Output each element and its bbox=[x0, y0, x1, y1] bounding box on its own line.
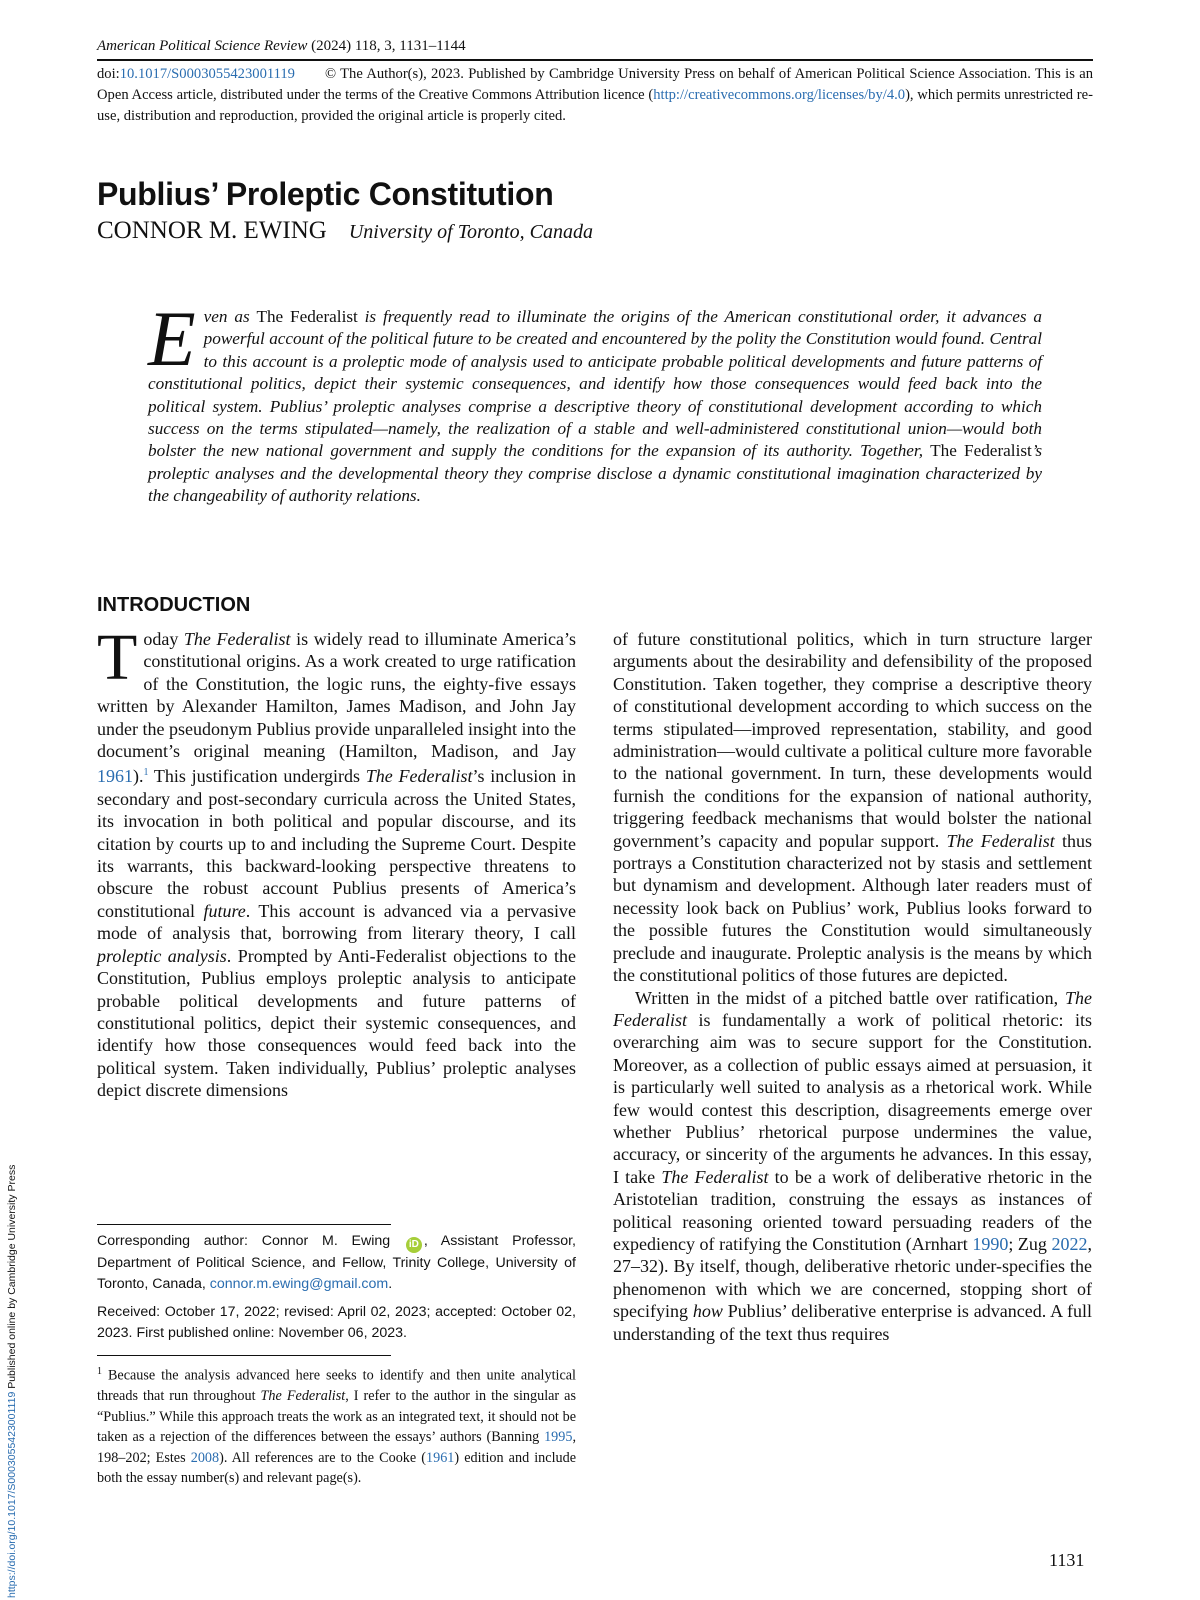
citation-link[interactable]: 2008 bbox=[190, 1449, 220, 1466]
byline bbox=[97, 217, 593, 245]
received-dates: Received: October 17, 2022; revised: April 02, 2023; accepted: October 02, 2023. First published online: November 06, 2023. bbox=[97, 1304, 576, 1341]
citation-link[interactable]: 1990 bbox=[972, 1233, 1009, 1254]
body-text: is widely read to illuminate America’s constitutional origins. As a work created to urge ratification of the Constitution, the logic runs, the eighty-five essays written by Alexander Hamilton, James Madison, and John Jay under the pseudonym Publius provide unparalleled insight into the document’s original meaning (Hamilton, Madison, and Jay bbox=[97, 629, 576, 762]
body-paragraph bbox=[613, 987, 1092, 1346]
author-name: CONNOR M. EWING bbox=[97, 217, 327, 244]
body-text: Written in the midst of a pitched battle over ratification, bbox=[635, 987, 1065, 1008]
author-affiliation: University of Toronto, Canada bbox=[348, 221, 593, 243]
footnote-area bbox=[97, 1224, 576, 1489]
work-title: The Federalist bbox=[183, 629, 291, 649]
work-title: The Federalist bbox=[661, 1166, 769, 1187]
work-title: The Federalist bbox=[365, 766, 473, 787]
abstract-text: is frequently read to illuminate the origins of the American constitutional order, it advances a powerful account of the political future to be created and encountered by the polity the Constitution would found. Central to this account is a proleptic mode of analysis used to anticipate probable political developments and future patterns of constitutional politics, depict their systemic consequences, and identify how those consequences would feed back into the political system. Publius’ proleptic analyses comprise a descriptive theory of constitutional development according to which success on the terms stipulated—namely, the realization of a stable and well-administered constitutional union—would both bolster the new national government and supply the conditions for the expansion of its authority. Together, bbox=[148, 307, 1042, 461]
body-text: of future constitutional politics, which in turn structure larger arguments about the desirability and defensibility of the proposed Constitution. Taken together, they comprise a descriptive theory of constitutional development according to which success on the terms stipulated—improved representation, stability, and good administration—would cultivate a political culture more favorable to the national government. In turn, these developments would furnish the conditions for the expansion of national authority, triggering feedback mechanisms that would bolster the national government’s capacity and popular support. bbox=[613, 629, 1092, 851]
orcid-icon[interactable]: iD bbox=[406, 1237, 422, 1253]
doi-label: doi: bbox=[97, 66, 120, 82]
work-title: The Federalist bbox=[613, 987, 1092, 1030]
footnote-text: Because the analysis advanced here seeks to identify and then unite analytical threads that run throughout bbox=[97, 1367, 576, 1405]
email-link[interactable]: connor.m.ewing@gmail.com bbox=[209, 1275, 389, 1292]
body-text: ). bbox=[133, 766, 144, 787]
sidebar-doi-link[interactable]: https://doi.org/10.1017/S0003055423001119 bbox=[6, 1391, 18, 1598]
corresponding-author bbox=[97, 1231, 576, 1294]
body-text: ; Zug bbox=[1008, 1233, 1052, 1254]
doi-link[interactable]: 10.1017/S0003055423001119 bbox=[119, 66, 295, 82]
journal-meta: (2024) 118, 3, 1131–1144 bbox=[307, 38, 466, 54]
footnote-ref[interactable]: 1 bbox=[143, 767, 149, 779]
corr-text: Corresponding author: Connor M. Ewing bbox=[97, 1233, 391, 1249]
journal-header bbox=[97, 38, 1093, 61]
footnote-text: ). All references are to the Cooke ( bbox=[219, 1449, 427, 1466]
footnote-divider bbox=[97, 1355, 391, 1356]
work-title: The Federalist bbox=[260, 1388, 346, 1405]
body-paragraph bbox=[97, 621, 576, 1102]
body-text: Publius’ deliberative enterprise is advanced. A full understanding of the text thus requires bbox=[613, 1301, 1092, 1344]
footnote-text: , 198–202; Estes bbox=[97, 1429, 576, 1466]
body-text: , 27–32). By itself, though, deliberative rhetoric under-specifies the phenomenon with which we are concerned, stopping short of specifying bbox=[613, 1233, 1092, 1322]
citation-link[interactable]: 2022 bbox=[1051, 1233, 1088, 1254]
body-text: . Prompted by Anti-Federalist objections to the Constitution, Publius employs proleptic analysis to anticipate probable political developments and future patterns of constitutional politics, depict their systemic consequences, and identify how those consequences would feed back into the political system. Taken individually, Publius’ proleptic analyses depict discrete dimensions bbox=[97, 945, 576, 1101]
body-text: is fundamentally a work of political rhetoric: its overarching aim was to secure support for the Constitution. Moreover, as a collection of public essays aimed at persuasion, it is particularly well suited to analysis as a rhetorical work. While few would contest this description, disagreements emerge over whether Publius’ rhetorical purpose undermines the value, accuracy, or sincerity of the arguments he advances. In this essay, I take bbox=[613, 1009, 1092, 1187]
article-title: Publius’ Proleptic Constitution bbox=[97, 176, 554, 212]
footnote-text: ) edition and include both the essay number(s) and relevant page(s). bbox=[97, 1449, 577, 1487]
body-text: . This account is advanced via a pervasive mode of analysis that, borrowing from literary theory, I call bbox=[97, 900, 576, 944]
license-statement bbox=[97, 64, 1093, 127]
sidebar-text: Published online by Cambridge University Press bbox=[6, 1164, 18, 1392]
section-heading: INTRODUCTION bbox=[97, 594, 251, 616]
abstract bbox=[148, 295, 1043, 508]
sidebar-doi bbox=[6, 1165, 18, 1598]
emphasis: future bbox=[203, 900, 246, 921]
emphasis: how bbox=[692, 1301, 723, 1322]
body-text: to be a work of deliberative rhetoric in the Aristotelian tradition, construing the essays as instances of political reasoning oriented toward persuading readers of the expediency of ratifying the Constitution (Arnhart bbox=[613, 1166, 1092, 1254]
footnote-1 bbox=[97, 1362, 576, 1489]
body-text: thus portrays a Constitution characterized not by stasis and settlement but dynamism and development. Although later readers must of necessity look back on Publius’ work, Publius looks forward to the possible futures the Constitution would simultaneously preclude and inaugurate. Proleptic analysis is the means by which the constitutional politics of those futures are depicted. bbox=[613, 830, 1092, 986]
license-link[interactable]: http://creativecommons.org/licenses/by/4.0 bbox=[653, 87, 906, 103]
footnote-number: 1 bbox=[97, 1366, 102, 1377]
abstract-work-title: The Federalist bbox=[256, 307, 358, 326]
footnote-text: , I refer to the author in the singular as “Publius.” While this approach treats the work as an integrated text, it should not be taken as a rejection of the differences between the essays’ authors (Banning bbox=[97, 1388, 577, 1446]
body-paragraph bbox=[613, 628, 1092, 987]
journal-name: American Political Science Review bbox=[97, 38, 308, 54]
citation-link[interactable]: 1961 bbox=[426, 1449, 455, 1466]
abstract-dropcap: E bbox=[148, 295, 196, 382]
emphasis: proleptic analysis bbox=[97, 945, 227, 966]
corr-text: , Assistant Professor, Department of Political Science, and Fellow, Trinity College, University of Toronto, Canada, bbox=[97, 1233, 576, 1292]
license-text: © The Author(s), 2023. Published by Cambridge University Press on behalf of American Political Science Association. This is an Open Access article, distributed under the terms of the Creative Commons Attribution licence ( bbox=[97, 66, 1093, 103]
footnote-divider bbox=[97, 1224, 391, 1225]
body-text: ’s inclusion in secondary and post-secondary curricula across the United States, its invocation in both political and popular discourse, and its citation by courts up to and including the Supreme Court. Despite its warrants, this backward-looking perspective threatens to obscure the robust account Publius presents of America’s constitutional bbox=[97, 766, 576, 921]
abstract-text: ven as bbox=[203, 307, 257, 326]
body-text: oday bbox=[143, 629, 184, 649]
abstract-text: ’s proleptic analyses and the developmental theory they comprise disclose a dynamic constitutional imagination characterized by the changeability of authority relations. bbox=[148, 441, 1043, 506]
abstract-work-title: The Federalist bbox=[930, 441, 1032, 461]
citation-link[interactable]: 1995 bbox=[544, 1429, 573, 1446]
body-text: This justification undergirds bbox=[148, 766, 366, 787]
corr-text: . bbox=[388, 1275, 393, 1292]
license-text-end: ), which permits unrestricted re-use, distribution and reproduction, provided the original article is properly cited. bbox=[97, 87, 1093, 124]
body-column-left bbox=[97, 621, 576, 1102]
body-column-right bbox=[613, 628, 1092, 1345]
citation-link[interactable]: 1961 bbox=[97, 766, 133, 787]
intro-dropcap: T bbox=[97, 621, 138, 694]
work-title: The Federalist bbox=[946, 830, 1055, 851]
page-number: 1131 bbox=[1049, 1550, 1085, 1570]
